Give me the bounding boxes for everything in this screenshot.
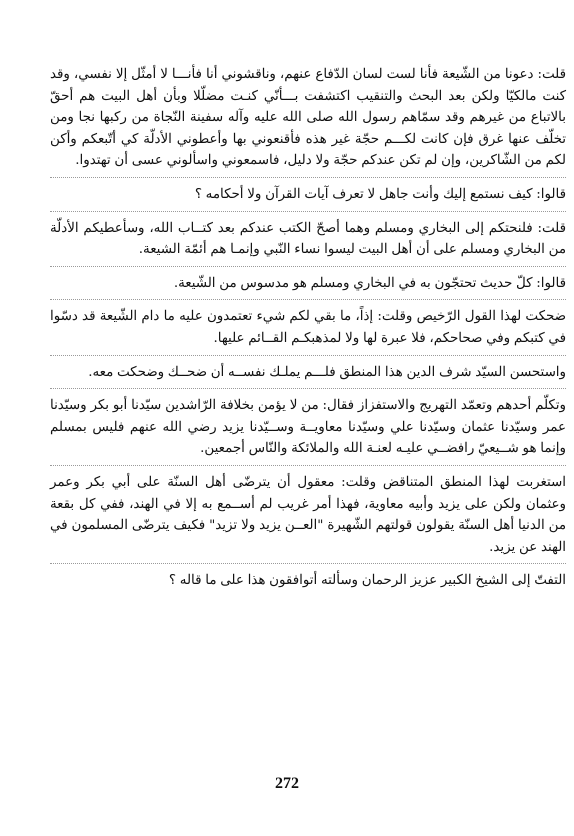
- paragraph-9: التفتّ إلى الشيخ الكبير عزيز الرحمان وسألته أتوافقون هذا على ما قاله ؟: [168, 573, 566, 589]
- paragraph-divider: [50, 266, 566, 267]
- paragraph-4: قالوا: كلّ حديث تحتجّون به في البخاري ومسلم هو مدسوس من الشّيعة.: [173, 275, 566, 291]
- paragraph-divider: [50, 299, 566, 300]
- paragraph-divider: [50, 465, 566, 466]
- paragraph-1: قلت: دعونا من الشّيعة فأنا لست لسان الدّفاع عنهم، وناقشوني أنا فأنـــا لا أمثّل إلا نفسي، وقد كنت مالكيّا ولكن بعد البحث والتنقيب اكتشفت بـــأنّي كنـت مضلّلا وبأن أهل البيت هم أحقّ بالاتباع من غيرهم وقد سمّاهم رسول الله صلى الله عليه وآله سفينة النّجاة من ركبها نجا ومن تخلّف عنها غرق فإن كانت لكـــم حجّة غير هذه فأقنعوني بها وأعطوني الأدلّة كي أتّبعكم وأكن لكم من الشّاكرين، وإن لم تكن عندكم حجّة ولا دليل، فاسمعوني واسألوني عسى أن تهتدوا.: [50, 67, 566, 169]
- paragraph-divider: [50, 388, 566, 389]
- paragraph-divider: [50, 355, 566, 356]
- paragraph-6: واستحسن السيّد شرف الدين هذا المنطق فلـــم يملـك نفســه أن ضحــك وضحكت معه.: [88, 364, 566, 380]
- paragraph-3: قلت: فلنحتكم إلى البخاري ومسلم وهما أصحّ الكتب عندكم بعد كتــاب الله، وسأعطيكم الأدلّة من البخاري ومسلم على أن أهل البيت ليسوا نساء النّبي وإنمـا هم أئمّة الشيعة.: [50, 220, 566, 258]
- paragraph-8: استغربت لهذا المنطق المتناقض وقلت: معقول أن يترضّى أهل السنّة على أبي بكر وعمر وعثمان ولكن على يزيد وأبيه معاوية، فهذا أمر غريب لم أســمع به إلا في الهند، ففي كل بقعة من الدنيا أهل السنّة يقولون قولتهم الشّهيرة "العــن يزيد ولا تزيد" فكيف يترضّى المسلمون في الهند عن يزيد.: [50, 474, 566, 555]
- paragraph-divider: [50, 211, 566, 212]
- paragraph-divider: [50, 563, 566, 564]
- paragraph-5: ضحكت لهذا القول الرّخيص وقلت: إذاً، ما بقي لكم شيء تعتمدون عليه ما دام الشّيعة قد دسّوا في كتبكم وفي صحاحكم، فلا عبرة لها ولا لمذهبكـم القــائم عليها.: [50, 309, 566, 346]
- page-number: 272: [275, 775, 299, 792]
- page-body: [50, 64, 566, 592]
- paragraph-7: وتكلّم أحدهم وتعمّد التهريج والاستفزاز فقال: من لا يؤمن بخلافة الرّاشدين سيّدنا أبو بكر وسيّدنا عمر وسيّدنا عثمان وسيّدنا علي وسيّدنا معاويــة وســيّدنا يزيد رضي الله عنهم فليس بمسلم وإنما هو شــيعيّ رافضــي عليـه لعنـة الله والملائكة والنّاس أجمعين.: [50, 398, 566, 457]
- paragraph-2: قالوا: كيف نستمع إليك وأنت جاهل لا تعرف آيات القرآن ولا أحكامه ؟: [194, 186, 566, 202]
- paragraph-divider: [50, 177, 566, 178]
